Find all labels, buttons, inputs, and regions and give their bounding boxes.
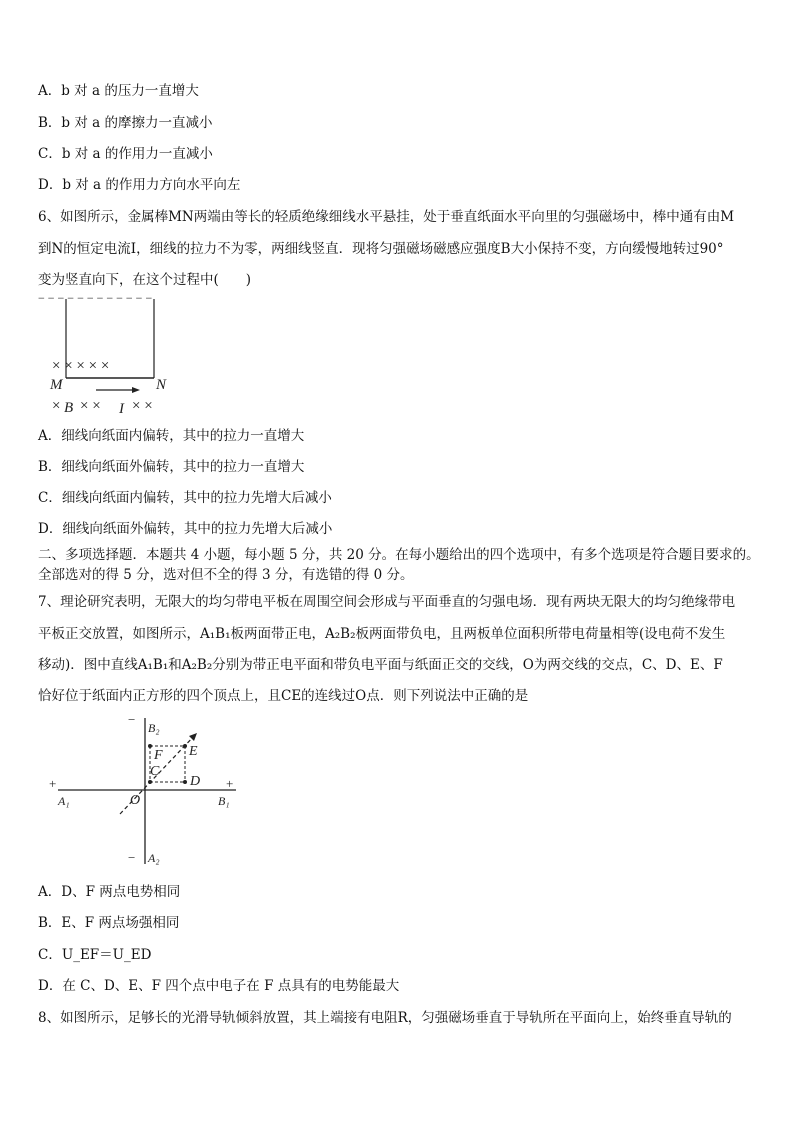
q6-option-d: D．细线向纸面外偏转，其中的拉力先增大后减小 <box>38 521 333 537</box>
q6-label-b: B <box>64 400 74 416</box>
q6-stem-line-2: 到N的恒定电流I，细线的拉力不为零，两细线竖直．现将匀强磁场磁感应强度B大小保持不变，方向缓慢地转过90° <box>38 241 724 257</box>
q7-label-a1: A₁ <box>58 794 70 808</box>
q6-label-m: M <box>50 377 63 393</box>
section2-instructions-line-1: 二、多项选择题．本题共 4 小题，每小题 5 分，共 20 分。在每小题给出的四个选项中，有多个选项是符合题目要求的。 <box>38 547 760 563</box>
q7-label-f: F <box>154 748 163 763</box>
q8-stem-line-1: 8、如图所示，足够长的光滑导轨倾斜放置，其上端接有电阻R，匀强磁场垂直于导轨所在平面向上，始终垂直导轨的 <box>38 1010 732 1026</box>
q6-label-i: I <box>119 401 124 417</box>
q7-label-e: E <box>189 744 198 759</box>
q7-minus-top: − <box>128 712 136 727</box>
q7-option-b: B．E、F 两点场强相同 <box>38 915 180 931</box>
q7-plus-right: + <box>226 776 234 791</box>
q7-label-o: O <box>130 793 141 808</box>
q6-stem-line-1: 6、如图所示，金属棒MN两端由等长的轻质绝缘细线水平悬挂，处于垂直纸面水平向里的匀强磁场中，棒中通有由M <box>38 209 735 225</box>
q6-fig-cross-row-1: × × × × × <box>52 358 110 374</box>
q6-label-n: N <box>156 377 167 393</box>
q7-point-c <box>148 780 152 784</box>
q7-option-c: C．U_EF＝U_ED <box>38 947 152 963</box>
q7-point-e <box>183 744 187 748</box>
q6-stem-line-3: 变为竖直向下，在这个过程中( ) <box>38 272 252 288</box>
q7-minus-bottom: − <box>128 850 136 865</box>
q5-option-d: D．b 对 a 的作用力方向水平向左 <box>38 177 241 193</box>
q7-option-d: D．在 C、D、E、F 四个点中电子在 F 点具有的电势能最大 <box>38 978 400 994</box>
q7-point-f <box>148 744 152 748</box>
q5-option-a: A．b 对 a 的压力一直增大 <box>38 83 199 99</box>
q6-fig-cross-row-2a: × <box>52 398 61 414</box>
q7-figure <box>44 712 244 868</box>
q6-option-c: C．细线向纸面内偏转，其中的拉力先增大后减小 <box>38 490 332 506</box>
q7-option-a: A．D、F 两点电势相同 <box>38 884 181 900</box>
q7-label-b2: B₂ <box>148 721 160 735</box>
q6-figure <box>36 290 186 420</box>
q7-stem-line-4: 恰好位于纸面内正方形的四个顶点上，且CE的连线过O点．则下列说法中正确的是 <box>38 688 529 704</box>
q7-label-c: C <box>150 764 160 779</box>
q7-stem-line-3: 移动)．图中直线A₁B₁和A₂B₂分别为带正电平面和带负电平面与纸面正交的交线，O为两交线的交点，C、D、E、F <box>38 657 723 673</box>
q5-option-c: C．b 对 a 的作用力一直减小 <box>38 146 213 162</box>
q6-fig-cross-row-2b: × × <box>80 398 101 414</box>
q6-fig-cross-row-2c: × × <box>132 398 153 414</box>
q7-diagonal-arrowhead <box>189 733 197 741</box>
q7-stem-line-1: 7、理论研究表明，无限大的均匀带电平板在周围空间会形成与平面垂直的匀强电场．现有两块无限大的均匀绝缘带电 <box>38 594 736 610</box>
q6-option-a: A．细线向纸面内偏转，其中的拉力一直增大 <box>38 428 305 444</box>
q7-label-b1: B₁ <box>218 794 230 808</box>
q7-label-d: D <box>190 774 201 789</box>
q6-current-arrowhead <box>132 387 140 393</box>
q6-option-b: B．细线向纸面外偏转，其中的拉力一直增大 <box>38 459 305 475</box>
q7-plus-left: + <box>49 776 57 791</box>
section2-instructions-line-2: 全部选对的得 5 分，选对但不全的得 3 分，有选错的得 0 分。 <box>38 567 414 583</box>
q5-option-b: B．b 对 a 的摩擦力一直减小 <box>38 115 213 131</box>
q7-label-a2: A₂ <box>148 851 160 865</box>
q6-fig-top-dashes: − − − − − − − − − − − − <box>38 291 153 305</box>
q7-stem-line-2: 平板正交放置，如图所示，A₁B₁板两面带正电，A₂B₂板两面带负电，且两板单位面积所带电荷量相等(设电荷不发生 <box>38 626 726 642</box>
q7-point-d <box>183 780 187 784</box>
